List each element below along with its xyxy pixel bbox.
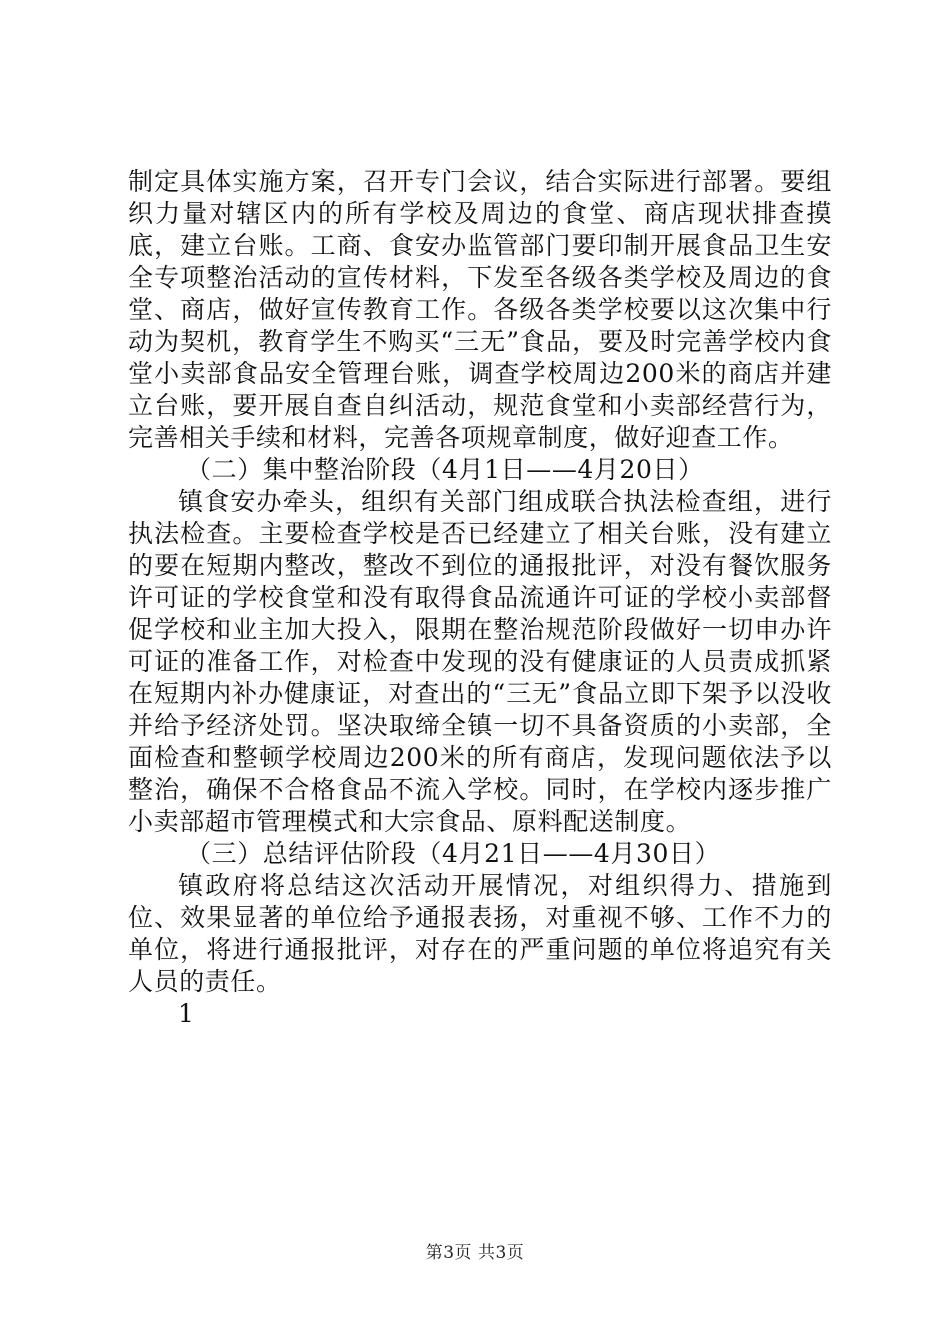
paragraph-summary-evaluation: 镇政府将总结这次活动开展情况，对组织得力、措施到位、效果显著的单位给予通报表扬，对重视不够、工作不力的单位，将进行通报批评，对存在的严重问题的单位将追究有关人员的责任。	[128, 871, 832, 996]
page-footer: 第3页 共3页	[425, 1243, 525, 1263]
inline-page-number: 1	[178, 999, 194, 1028]
section-heading-summary-evaluation: （三）总结评估阶段（4月21日——4月30日）	[186, 839, 721, 868]
section-heading-centralized-rectification: （二）集中整治阶段（4月1日——4月20日）	[186, 455, 704, 484]
document-body	[128, 166, 832, 1030]
paragraph-centralized-rectification: 镇食安办牵头，组织有关部门组成联合执法检查组，进行执法检查。主要检查学校是否已经建立了相关台账，没有建立的要在短期内整改，整改不到位的通报批评，对没有餐饮服务许可证的学校食堂和没有取得食品流通许可证的学校小卖部督促学校和业主加大投入，限期在整治规范阶段做好一切申办许可证的准备工作，对检查中发现的没有健康证的人员责成抓紧在短期内补办健康证，对查出的“三无”食品立即下架予以没收并给予经济处罚。坚决取缔全镇一切不具备资质的小卖部，全面检查和整顿学校周边200米的所有商店，发现问题依法予以整治，确保不合格食品不流入学校。同时，在学校内逐步推广小卖部超市管理模式和大宗食品、原料配送制度。	[128, 487, 832, 836]
paragraph-preparation-continued: 制定具体实施方案，召开专门会议，结合实际进行部署。要组织力量对辖区内的所有学校及周边的食堂、商店现状排查摸底，建立台账。工商、食安办监管部门要印制开展食品卫生安全专项整治活动的宣传材料，下发至各级各类学校及周边的食堂、商店，做好宣传教育工作。各级各类学校要以这次集中行动为契机，教育学生不购买“三无”食品，要及时完善学校内食堂小卖部食品安全管理台账，调查学校周边200米的商店并建立台账，要开展自查自纠活动，规范食堂和小卖部经营行为，完善相关手续和材料，完善各项规章制度，做好迎查工作。	[128, 167, 832, 452]
